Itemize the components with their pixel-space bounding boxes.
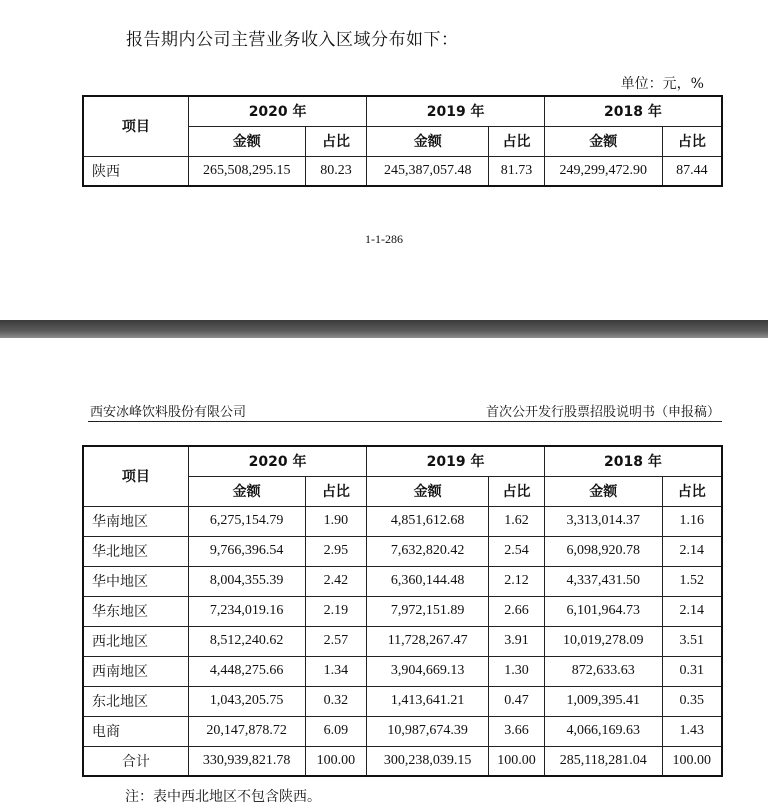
ratio-cell: 2.57 [305, 626, 367, 656]
ratio-cell: 0.47 [489, 686, 545, 716]
ratio-cell: 2.12 [489, 566, 545, 596]
ratio-cell: 2.66 [489, 596, 545, 626]
header-item: 项目 [83, 96, 188, 156]
header-ratio: 占比 [305, 126, 367, 156]
row-label: 西南地区 [83, 656, 188, 686]
header-ratio: 占比 [489, 476, 545, 506]
amount-cell: 1,009,395.41 [544, 686, 662, 716]
table-row [83, 716, 722, 746]
ratio-cell: 2.14 [662, 596, 722, 626]
row-label: 陕西 [83, 156, 188, 186]
amount-cell: 1,043,205.75 [188, 686, 305, 716]
ratio-cell: 81.73 [489, 156, 545, 186]
table-total-row [83, 746, 722, 776]
header-year-2019: 2019 年 [367, 96, 545, 126]
amount-cell: 4,066,169.63 [544, 716, 662, 746]
ratio-cell: 3.91 [489, 626, 545, 656]
table-row [83, 596, 722, 626]
amount-cell: 10,019,278.09 [544, 626, 662, 656]
ratio-cell: 1.16 [662, 506, 722, 536]
header-rule [88, 421, 722, 422]
row-label: 东北地区 [83, 686, 188, 716]
row-label: 华中地区 [83, 566, 188, 596]
amount-cell: 9,766,396.54 [188, 536, 305, 566]
total-label: 合计 [83, 746, 188, 776]
amount-cell: 10,987,674.39 [367, 716, 489, 746]
row-label: 华南地区 [83, 506, 188, 536]
header-amount: 金额 [544, 476, 662, 506]
page-divider [0, 320, 768, 338]
amount-cell: 300,238,039.15 [367, 746, 489, 776]
ratio-cell: 0.32 [305, 686, 367, 716]
ratio-cell: 1.62 [489, 506, 545, 536]
amount-cell: 285,118,281.04 [544, 746, 662, 776]
revenue-table-regions [82, 445, 723, 777]
header-amount: 金额 [367, 126, 489, 156]
amount-cell: 4,851,612.68 [367, 506, 489, 536]
ratio-cell: 0.35 [662, 686, 722, 716]
amount-cell: 6,275,154.79 [188, 506, 305, 536]
header-amount: 金额 [188, 126, 305, 156]
amount-cell: 4,337,431.50 [544, 566, 662, 596]
amount-cell: 7,632,820.42 [367, 536, 489, 566]
ratio-cell: 1.90 [305, 506, 367, 536]
row-label: 华东地区 [83, 596, 188, 626]
header-ratio: 占比 [489, 126, 545, 156]
row-label: 华北地区 [83, 536, 188, 566]
table-row [83, 566, 722, 596]
ratio-cell: 6.09 [305, 716, 367, 746]
ratio-cell: 2.42 [305, 566, 367, 596]
header-year-2020: 2020 年 [188, 96, 367, 126]
header-company: 西安冰峰饮料股份有限公司 [90, 405, 247, 420]
table-row [83, 536, 722, 566]
table-row [83, 626, 722, 656]
ratio-cell: 87.44 [662, 156, 722, 186]
amount-cell: 3,904,669.13 [367, 656, 489, 686]
header-year-2018: 2018 年 [544, 446, 722, 476]
ratio-cell: 3.51 [662, 626, 722, 656]
amount-cell: 265,508,295.15 [188, 156, 305, 186]
amount-cell: 8,512,240.62 [188, 626, 305, 656]
header-year-2020: 2020 年 [188, 446, 367, 476]
table-row [83, 686, 722, 716]
ratio-cell: 2.14 [662, 536, 722, 566]
ratio-cell: 1.34 [305, 656, 367, 686]
ratio-cell: 1.30 [489, 656, 545, 686]
ratio-cell: 100.00 [305, 746, 367, 776]
amount-cell: 6,098,920.78 [544, 536, 662, 566]
amount-cell: 872,633.63 [544, 656, 662, 686]
ratio-cell: 100.00 [662, 746, 722, 776]
header-ratio: 占比 [662, 126, 722, 156]
ratio-cell: 2.95 [305, 536, 367, 566]
row-label: 电商 [83, 716, 188, 746]
header-amount: 金额 [367, 476, 489, 506]
row-label: 西北地区 [83, 626, 188, 656]
header-item: 项目 [83, 446, 188, 506]
intro-text: 报告期内公司主营业务收入区域分布如下： [126, 30, 459, 50]
table-row [83, 506, 722, 536]
amount-cell: 6,101,964.73 [544, 596, 662, 626]
amount-cell: 4,448,275.66 [188, 656, 305, 686]
amount-cell: 330,939,821.78 [188, 746, 305, 776]
table-note: 注：表中西北地区不包含陕西。 [125, 789, 321, 805]
amount-cell: 7,972,151.89 [367, 596, 489, 626]
header-amount: 金额 [544, 126, 662, 156]
header-year-2019: 2019 年 [367, 446, 545, 476]
header-ratio: 占比 [305, 476, 367, 506]
ratio-cell: 100.00 [489, 746, 545, 776]
table-row [83, 156, 722, 186]
table2-body [83, 506, 722, 776]
amount-cell: 20,147,878.72 [188, 716, 305, 746]
amount-cell: 1,413,641.21 [367, 686, 489, 716]
unit-label: 单位：元，% [620, 76, 704, 92]
header-year-2018: 2018 年 [544, 96, 722, 126]
ratio-cell: 1.52 [662, 566, 722, 596]
amount-cell: 6,360,144.48 [367, 566, 489, 596]
table-row [83, 656, 722, 686]
ratio-cell: 1.43 [662, 716, 722, 746]
amount-cell: 3,313,014.37 [544, 506, 662, 536]
amount-cell: 7,234,019.16 [188, 596, 305, 626]
amount-cell: 249,299,472.90 [544, 156, 662, 186]
ratio-cell: 80.23 [305, 156, 367, 186]
header-document-title: 首次公开发行股票招股说明书（申报稿） [485, 405, 720, 420]
amount-cell: 245,387,057.48 [367, 156, 489, 186]
header-amount: 金额 [188, 476, 305, 506]
revenue-table-shaanxi [82, 95, 723, 187]
amount-cell: 8,004,355.39 [188, 566, 305, 596]
amount-cell: 11,728,267.47 [367, 626, 489, 656]
ratio-cell: 2.54 [489, 536, 545, 566]
ratio-cell: 2.19 [305, 596, 367, 626]
header-ratio: 占比 [662, 476, 722, 506]
page-number: 1-1-286 [365, 232, 403, 246]
ratio-cell: 3.66 [489, 716, 545, 746]
ratio-cell: 0.31 [662, 656, 722, 686]
table1-body [83, 156, 722, 186]
